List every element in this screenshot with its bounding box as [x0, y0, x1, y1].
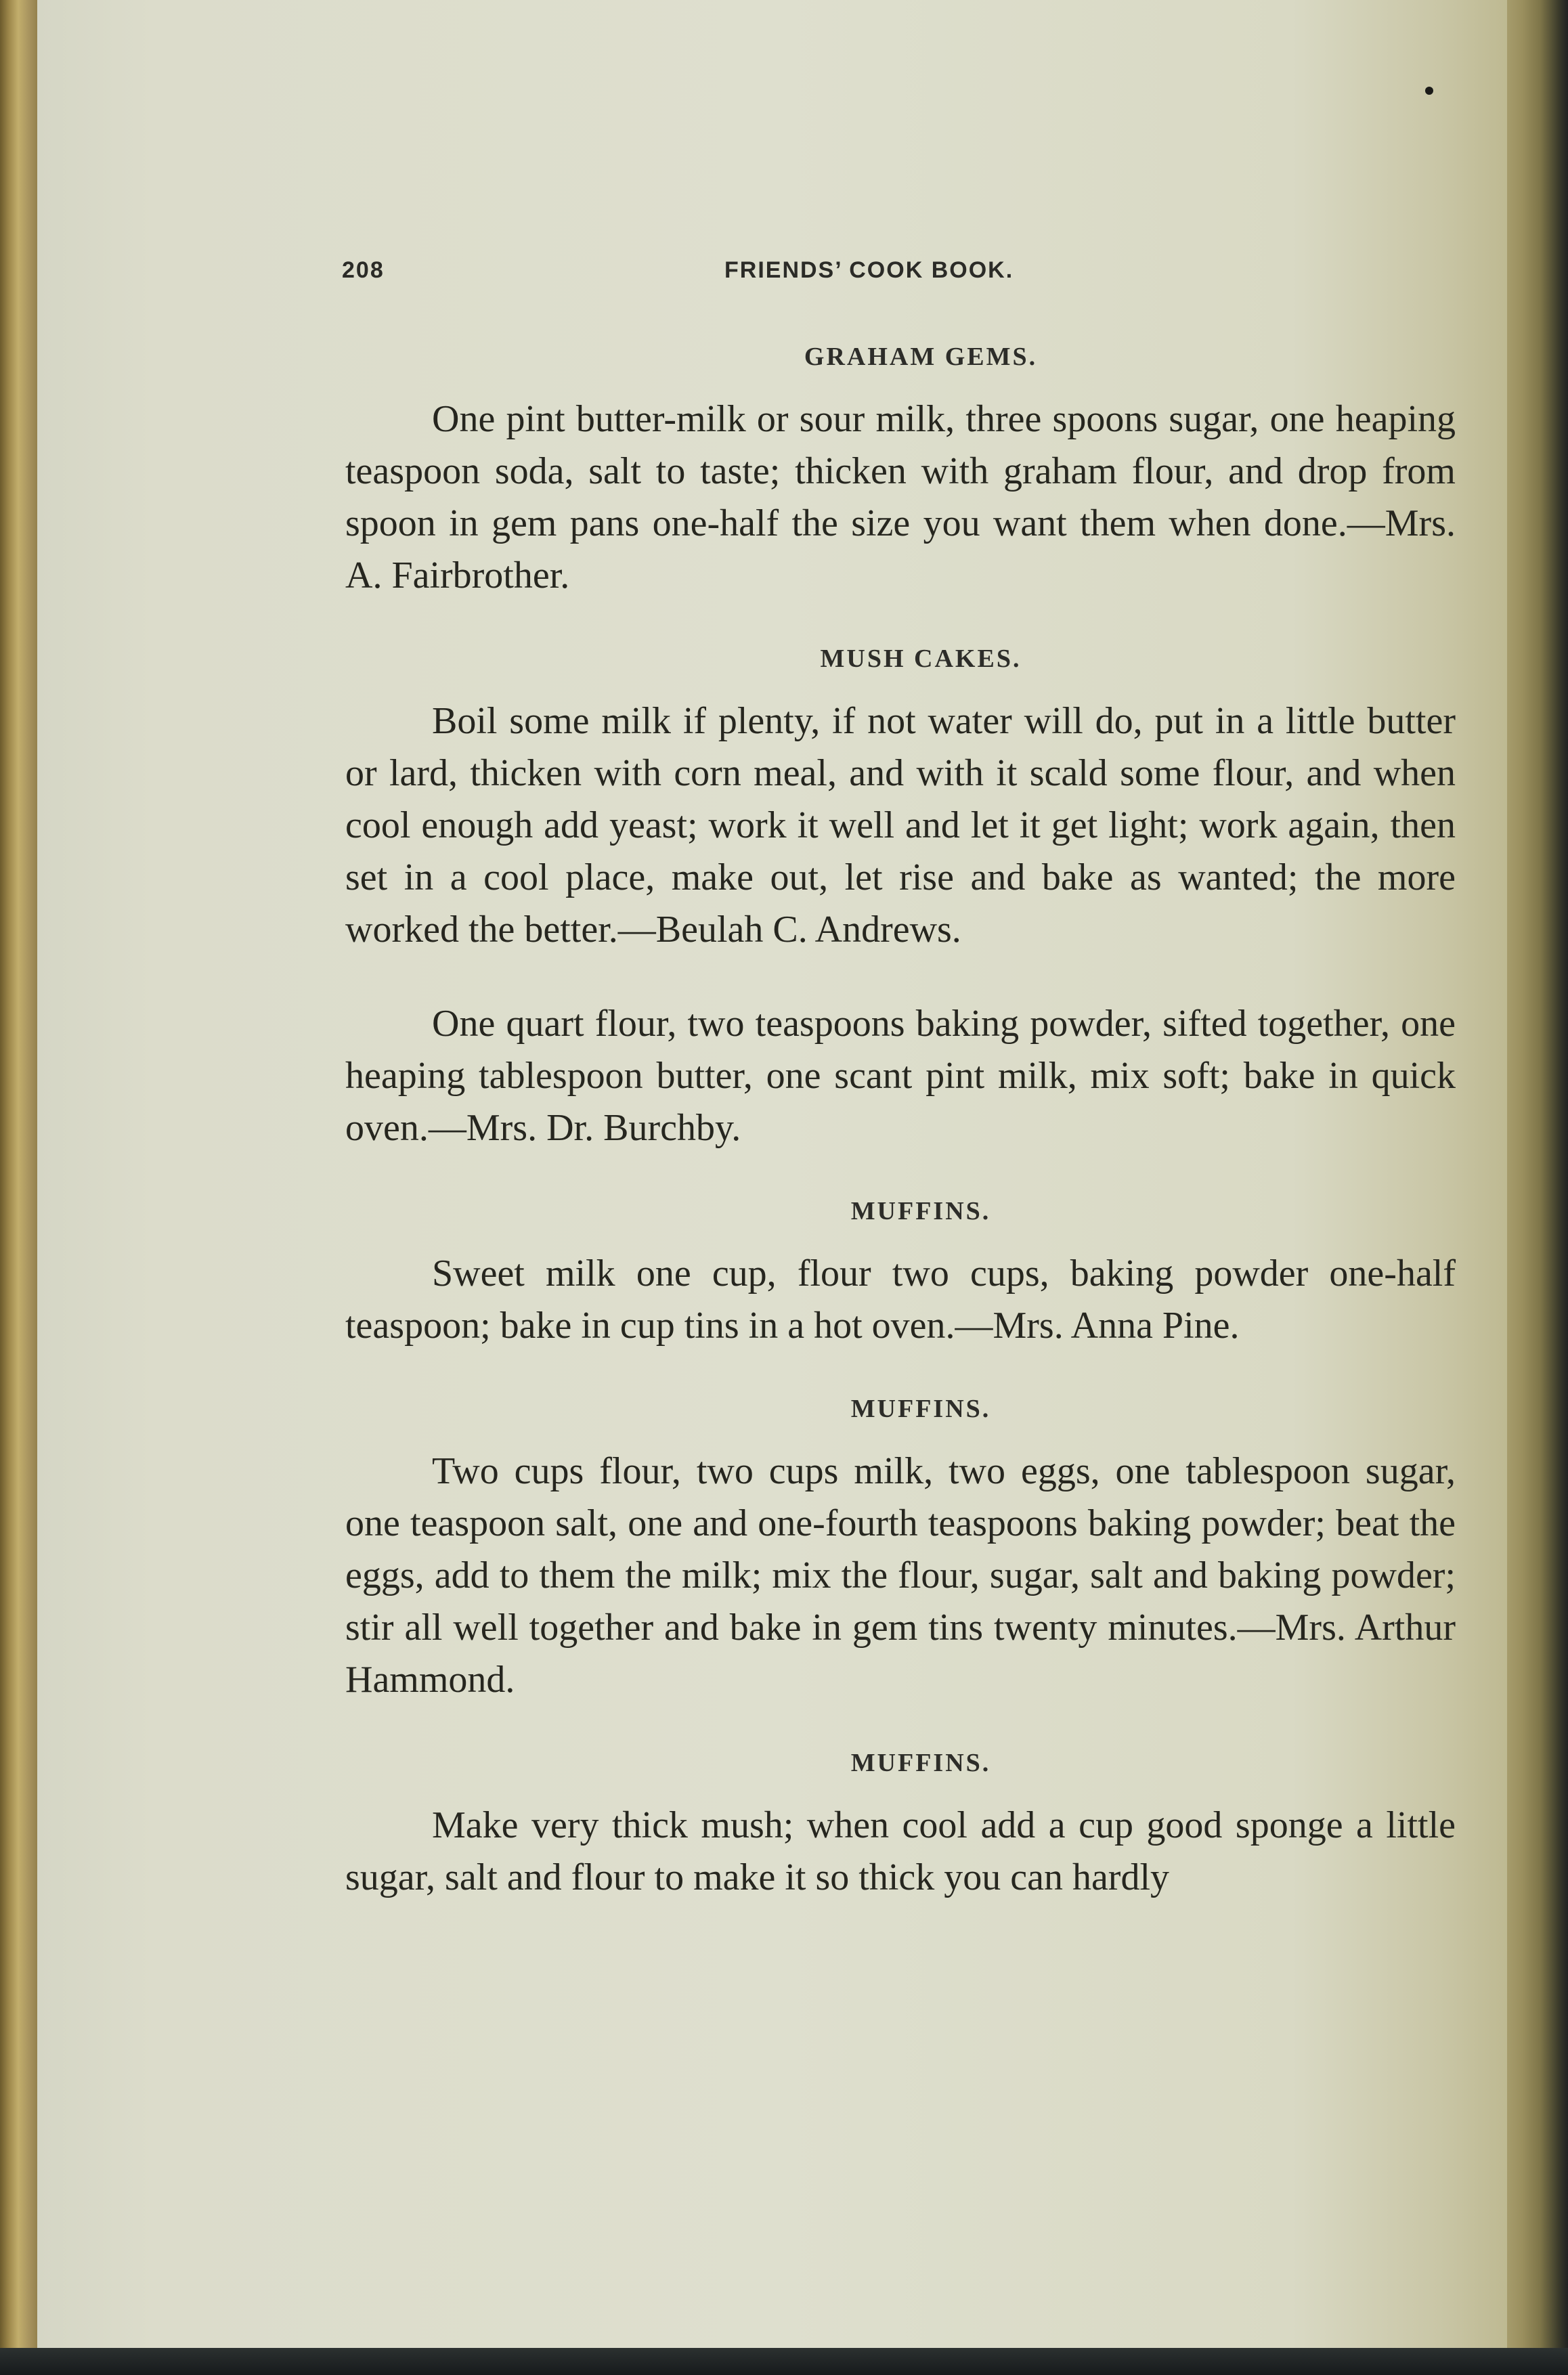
- running-head: [308, 257, 1459, 291]
- ink-speck: [1425, 87, 1433, 95]
- recipe-paragraph: Boil some milk if plenty, if not water will do, put in a little butter or lard, thicken with corn meal, and with it scald some flour, and when cool enough add yeast; work it well and let it get light; work again, then set in a cool place, make out, let rise and bake as wanted; the more worked the better.—Beulah C. Andrews.: [345, 700, 1456, 951]
- recipe-paragraph: Sweet milk one cup, flour two cups, baking powder one-half teaspoon; bake in cup tins in a hot oven.—Mrs. Anna Pine.: [345, 1252, 1456, 1347]
- section-heading: MUFFINS.: [850, 1749, 991, 1777]
- section-heading: GRAHAM GEMS.: [804, 343, 1038, 371]
- page-content: [345, 342, 1456, 1904]
- recipe-muffins-2: [345, 1394, 1456, 1706]
- recipe-muffins-1: [345, 1196, 1456, 1352]
- recipe-paragraph: Two cups flour, two cups milk, two eggs, one tablespoon sugar, one teaspoon salt, one and one-fourth teaspoons baking powder; beat the eggs, add to them the milk; mix the flour, sugar, salt and baking powder; stir all well together and bake in gem tins twenty minutes.—Mrs. Arthur Hammond.: [345, 1450, 1456, 1701]
- recipe-paragraph: One pint butter-milk or sour milk, three spoons sugar, one heaping teaspoon soda, salt to taste; thicken with graham flour, and drop from spoon in gem pans one-half the size you want them when done.—Mrs. A. Fairbrother.: [345, 398, 1456, 596]
- page-edge-right: [1507, 0, 1568, 2375]
- book-binding-edge: [0, 0, 41, 2375]
- section-heading: MUSH CAKES.: [820, 645, 1022, 673]
- book-page: [37, 0, 1513, 2349]
- section-heading: MUFFINS.: [850, 1395, 991, 1423]
- scan-bottom-edge: [0, 2348, 1568, 2375]
- running-title: FRIENDS’ COOK BOOK.: [724, 257, 1014, 283]
- section-heading: MUFFINS.: [850, 1197, 991, 1225]
- recipe-paragraph: Make very thick mush; when cool add a cup good sponge a little sugar, salt and flour to make it so thick you can hardly: [345, 1804, 1456, 1898]
- page-number: 208: [342, 257, 385, 283]
- recipe-graham-gems: [345, 342, 1456, 602]
- recipe-mush-cakes: [345, 644, 1456, 1154]
- recipe-paragraph: One quart flour, two teaspoons baking powder, sifted together, one heaping tablespoon butter, one scant pint milk, mix soft; bake in quick oven.—Mrs. Dr. Burchby.: [345, 1003, 1456, 1149]
- recipe-muffins-3: [345, 1748, 1456, 1904]
